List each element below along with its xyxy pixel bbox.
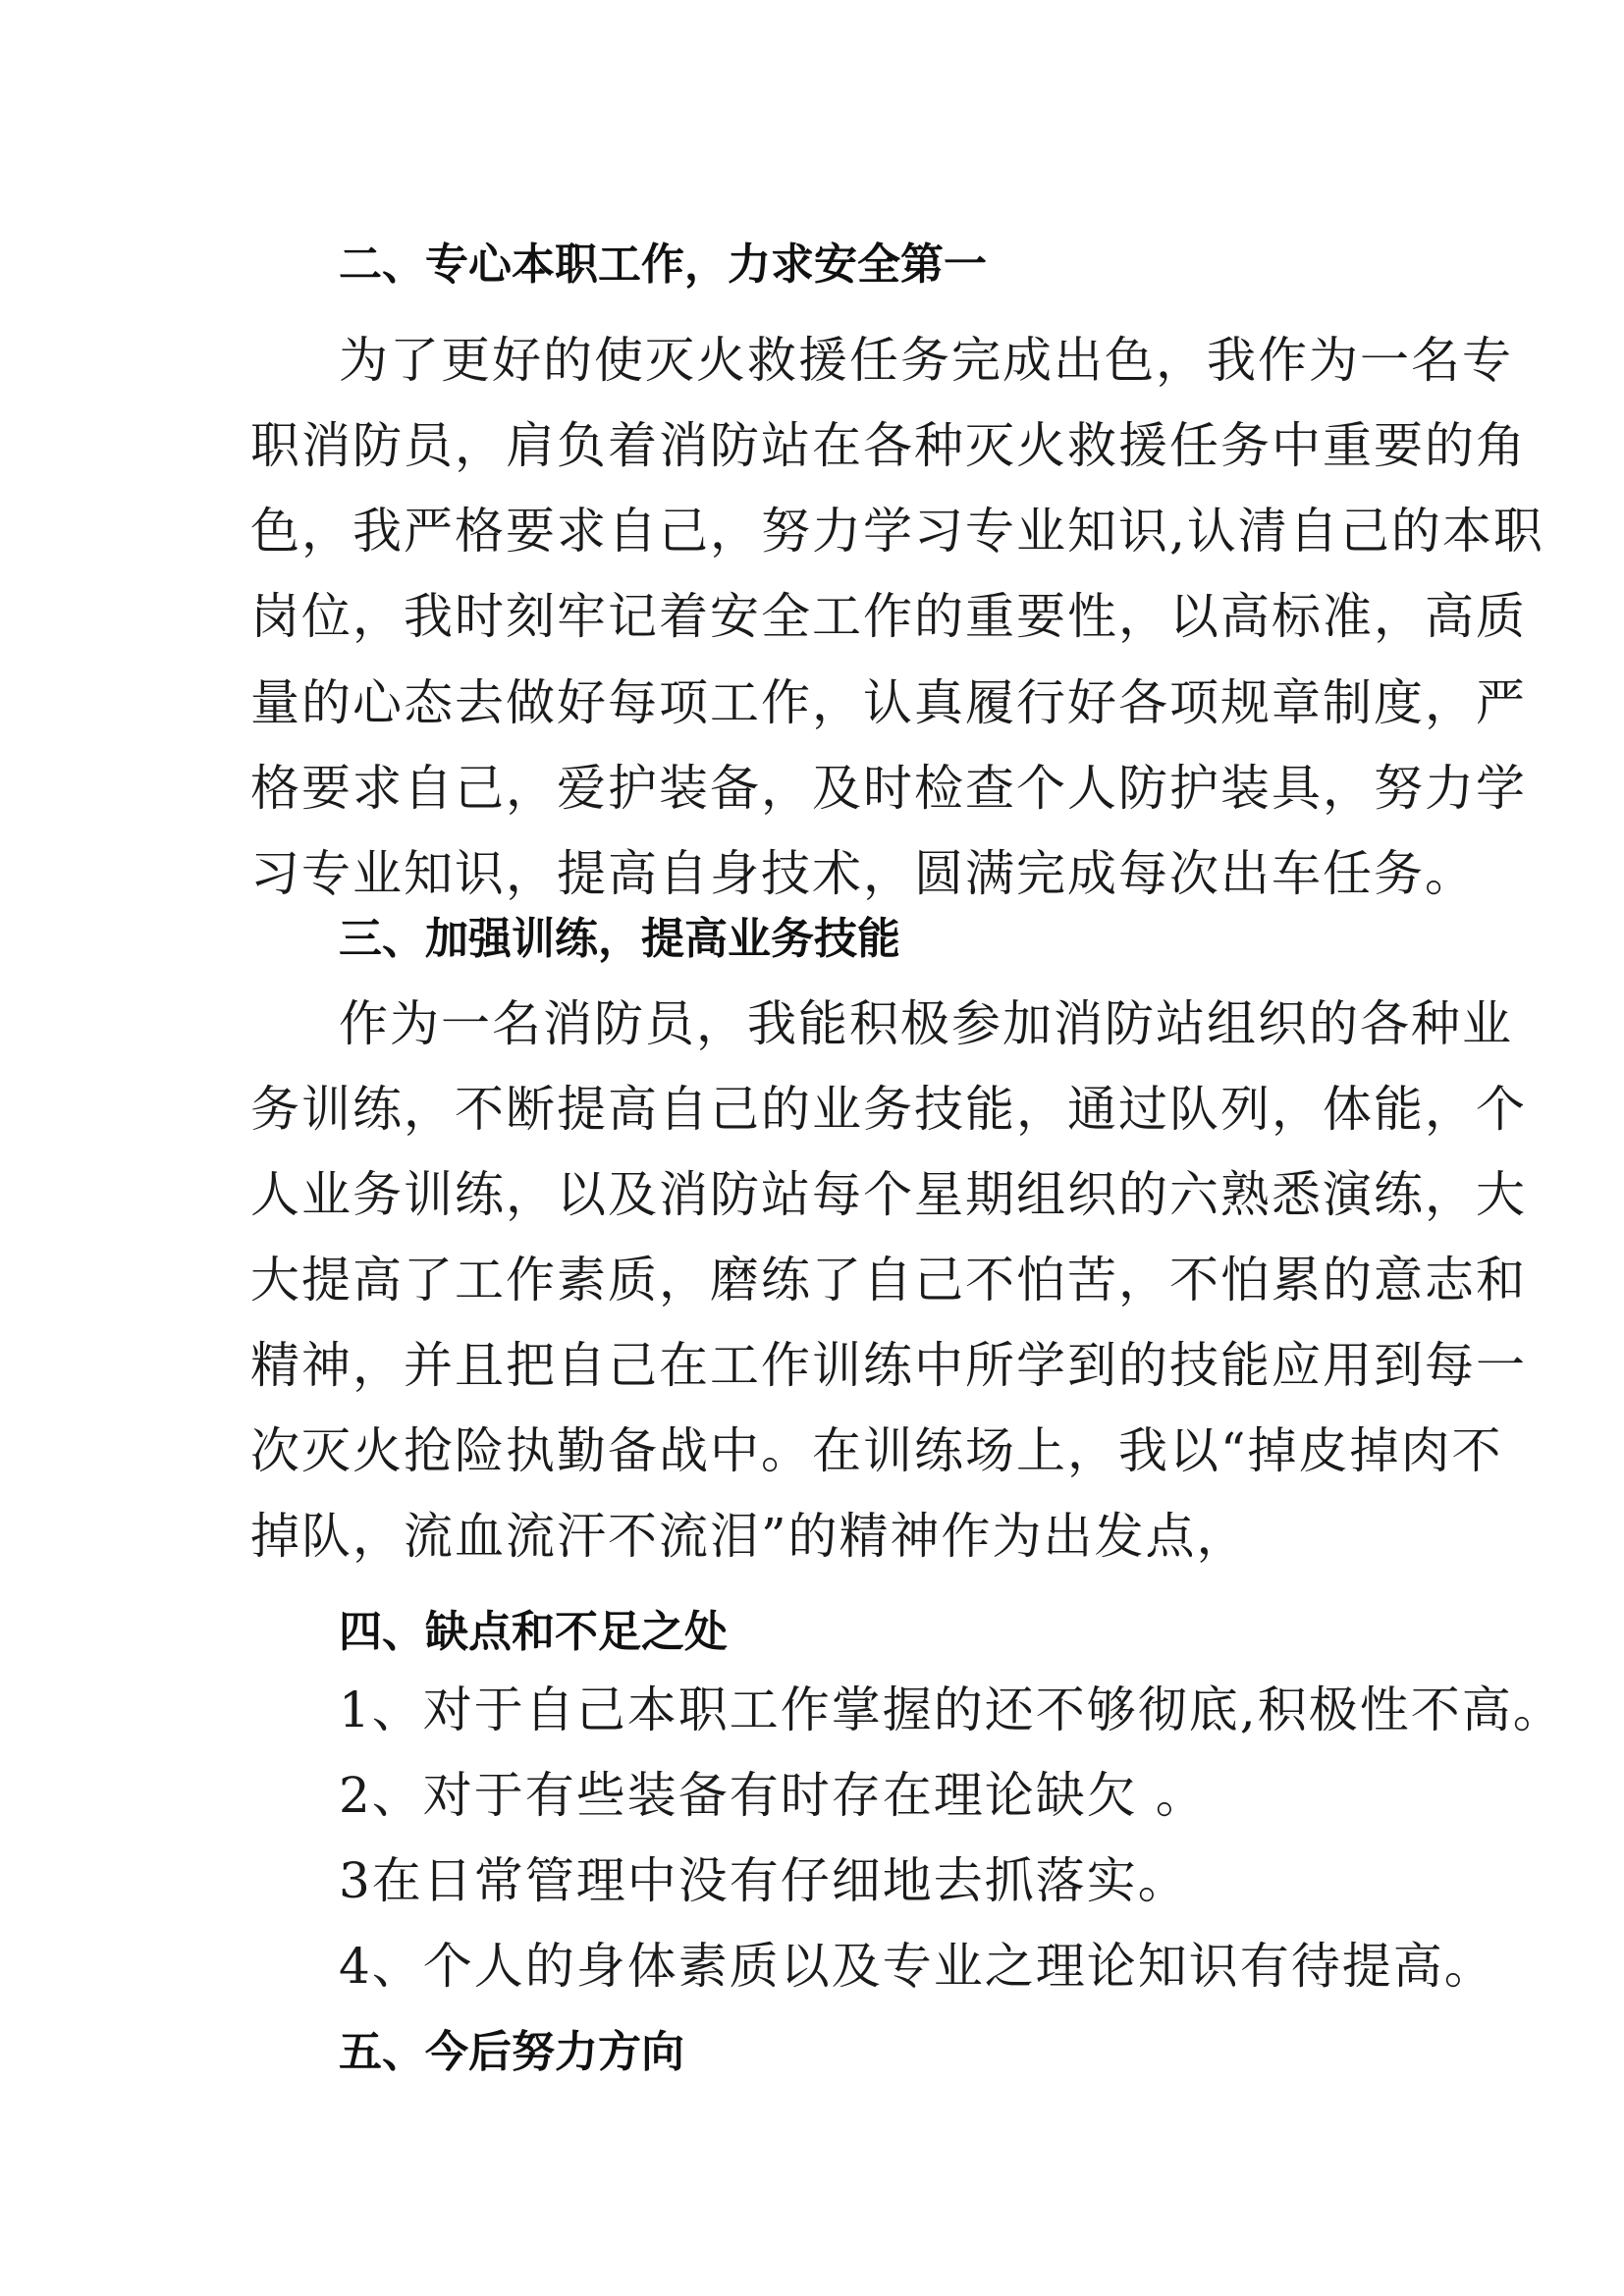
paragraph-line: 格要求自己，爱护装备，及时检查个人防护装具，努力学 bbox=[250, 760, 1527, 817]
paragraph-line: 精神，并且把自己在工作训练中所学到的技能应用到每一 bbox=[250, 1337, 1527, 1394]
paragraph-line: 大提高了工作素质，磨练了自己不怕苦，不怕累的意志和 bbox=[250, 1252, 1527, 1308]
section-heading-5: 五、今后努力方向 bbox=[339, 2027, 684, 2077]
paragraph-line: 为了更好的使灭火救援任务完成出色，我作为一名专 bbox=[339, 332, 1513, 389]
paragraph-line: 习专业知识，提高自身技术，圆满完成每次出车任务。 bbox=[250, 845, 1476, 902]
section-heading-2: 二、专心本职工作，力求安全第一 bbox=[339, 240, 987, 290]
paragraph-line: 务训练，不断提高自己的业务技能，通过队列，体能，个 bbox=[250, 1081, 1527, 1138]
list-item: 4、个人的身体素质以及专业之理论知识有待提高。 bbox=[339, 1938, 1495, 1995]
list-item: 3在日常管理中没有仔细地去抓落实。 bbox=[339, 1852, 1189, 1909]
paragraph-line: 作为一名消防员，我能积极参加消防站组织的各种业 bbox=[339, 995, 1513, 1052]
paragraph-line: 掉队，流血流汗不流泪”的精神作为出发点， bbox=[250, 1508, 1248, 1565]
section-heading-3: 三、加强训练，提高业务技能 bbox=[339, 914, 900, 964]
list-item: 1、对于自己本职工作掌握的还不够彻底,积极性不高。 bbox=[339, 1682, 1564, 1738]
paragraph-line: 次灭火抢险执勤备战中。在训练场上，我以“掉皮掉肉不 bbox=[250, 1422, 1503, 1479]
paragraph-line: 色，我严格要求自己，努力学习专业知识,认清自己的本职 bbox=[250, 503, 1544, 560]
list-item: 2、对于有些装备有时存在理论缺欠 。 bbox=[339, 1767, 1207, 1824]
section-heading-4: 四、缺点和不足之处 bbox=[339, 1607, 728, 1657]
paragraph-line: 量的心态去做好每项工作，认真履行好各项规章制度，严 bbox=[250, 674, 1527, 731]
paragraph-line: 职消防员，肩负着消防站在各种灭火救援任务中重要的角 bbox=[250, 417, 1527, 474]
paragraph-line: 岗位，我时刻牢记着安全工作的重要性，以高标准，高质 bbox=[250, 588, 1527, 645]
paragraph-line: 人业务训练，以及消防站每个星期组织的六熟悉演练，大 bbox=[250, 1166, 1527, 1223]
